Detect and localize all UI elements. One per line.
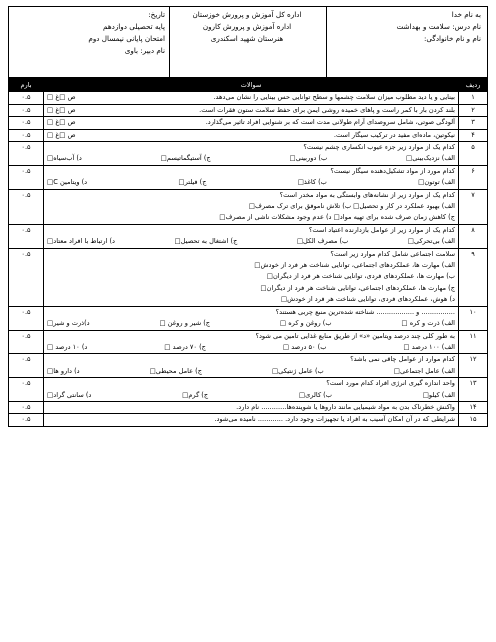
question-row (9, 330, 488, 354)
question-score: ۰.۵ (9, 142, 44, 166)
true-false-choices[interactable]: ص □غ □ (47, 118, 76, 126)
questions-body (9, 92, 488, 427)
department-name: اداره کل آموزش و پرورش خوزستان (192, 10, 302, 19)
question-cell (44, 378, 459, 402)
question-number: ۶ (459, 165, 488, 189)
question-number: ۱ (459, 92, 488, 105)
answer-option-line[interactable]: ج) کاهش زمان صرف شده برای تهیه مواد□ د) عدم وجود مشکلات ناشی از مصرف□ (219, 213, 455, 222)
exam-date: تاریخ: (148, 10, 165, 19)
question-text: کدام موارد از عوامل چاقی نمی باشد؟ (350, 355, 455, 364)
question-score: ۰.۵ (9, 129, 44, 142)
question-cell (44, 401, 459, 414)
grade-level: پایه تحصیلی دوازدهم (103, 22, 165, 31)
answer-option[interactable]: ب) کالری□ (298, 390, 332, 399)
question-row (9, 414, 488, 427)
answer-option[interactable]: ب) دوربینی□ (289, 154, 328, 163)
header-exam-info (15, 9, 165, 57)
question-score: ۰.۵ (9, 104, 44, 117)
answer-option[interactable]: الف) عامل اجتماعی□ (393, 366, 455, 375)
answer-option[interactable]: ج) آستیگماتیسم□ (160, 154, 211, 163)
question-score: ۰.۵ (9, 165, 44, 189)
answer-option[interactable]: ج) عامل محیطی□ (149, 366, 202, 375)
question-number: ۱۳ (459, 378, 488, 402)
question-text: شرایطی که در آن امکان آسیب به افراد یا تجهیزات وجود دارد. ............ نامیده می‌شود. (214, 415, 455, 424)
answer-options (47, 153, 455, 164)
question-row (9, 224, 488, 248)
answer-option-line[interactable]: ج) مهارت ها، عملکردهای اجتماعی، توانایی شناخت هر فرد از دیگران□ (260, 283, 455, 292)
answer-option-line[interactable]: الف) مهارت ها، عملکردهای اجتماعی، توانایی شناخت هر فرد از خودش□ (254, 261, 455, 270)
answer-option[interactable]: الف) ۱۰۰ درصد □ (403, 342, 455, 351)
course-name: نام درس: سلامت و بهداشت (396, 22, 481, 31)
student-name-field: نام و نام خانوادگی: (424, 34, 481, 43)
question-cell (44, 224, 459, 248)
col-header-questions: سوالات (44, 79, 459, 92)
answer-option[interactable]: د) ارتباط با افراد معتاد□ (47, 237, 115, 246)
question-number: ۷ (459, 189, 488, 224)
question-number: ۱۱ (459, 330, 488, 354)
question-text: واکنش خطرناک بدن به مواد شیمیایی مانند داروها یا شوینده‌ها............ نام دارد. (236, 402, 455, 411)
answer-option[interactable]: ج) اشتغال به تحصیل□ (174, 237, 238, 246)
question-text: کدام یک از موارد زیر از عوامل بازدارنده اعتیاد است؟ (308, 225, 455, 234)
question-cell (44, 92, 459, 105)
basmala: به نام خدا (451, 10, 481, 19)
true-false-choices[interactable]: ص □غ □ (47, 93, 76, 101)
col-header-number: ردیف (459, 79, 488, 92)
question-cell (44, 330, 459, 354)
question-text: نیکوتین، ماده‌ای مفید در ترکیب سیگار است. (333, 130, 455, 139)
question-score: ۰.۵ (9, 306, 44, 330)
question-number: ۴ (459, 129, 488, 142)
question-text: آلودگی صوتی، شامل سروصدای آرام طولانی مدت است که بر شنوایی افراد تاثیر می‌گذارد. (205, 118, 455, 126)
answer-option[interactable]: ج) فیلتر□ (178, 178, 207, 187)
question-number: ۸ (459, 224, 488, 248)
question-text: بلند کردن بار با کمر راست و پاهای خمیده روشی ایمن برای حفظ سلامت ستون فقرات است. (199, 105, 455, 114)
question-number: ۳ (459, 117, 488, 130)
question-cell (44, 306, 459, 330)
question-score: ۰.۵ (9, 330, 44, 354)
question-number: ۱۴ (459, 401, 488, 414)
answer-option[interactable]: ب) مصرف الکل□ (296, 237, 349, 246)
answer-options (47, 177, 455, 188)
answer-option[interactable]: الف) بی‌تحرکی□ (407, 237, 455, 246)
question-row (9, 92, 488, 105)
answer-option[interactable]: د) ۱۰ درصد □ (47, 342, 88, 351)
exam-page (8, 6, 488, 427)
true-false-choices[interactable]: ص □غ □ (47, 105, 76, 114)
question-text: سلامت اجتماعی شامل کدام موارد زیر است؟ (330, 249, 455, 258)
question-score: ۰.۵ (9, 92, 44, 105)
question-score: ۰.۵ (9, 401, 44, 414)
question-row (9, 401, 488, 414)
question-score: ۰.۵ (9, 189, 44, 224)
question-row (9, 189, 488, 224)
question-cell (44, 165, 459, 189)
question-row (9, 306, 488, 330)
answer-option[interactable]: د)ذرت و شیر□ (47, 319, 90, 328)
answer-option[interactable]: ب) عامل ژنتیکی□ (271, 366, 324, 375)
question-score: ۰.۵ (9, 248, 44, 306)
question-text: ................ و .................. شناخته شده‌ترین منبع چربی هستند؟ (275, 307, 455, 316)
question-row (9, 142, 488, 166)
answer-option[interactable]: الف) نزدیک‌بینی□ (405, 154, 455, 163)
header-student-info (331, 9, 481, 45)
question-row (9, 378, 488, 402)
question-text: بینایی و یا دید مطلوب میزان سلامت چشمها و سطح توانایی حس بینایی را نشان می‌دهد. (213, 93, 455, 101)
question-row (9, 104, 488, 117)
question-cell (44, 354, 459, 378)
question-text: به طور کلی چند درصد ویتامین «د» از طریق منابع غذایی تامین می شود؟ (255, 331, 455, 340)
question-row (9, 165, 488, 189)
question-row (9, 248, 488, 306)
question-cell (44, 189, 459, 224)
question-text: کدام یک از موارد زیر جزء عیوب انکساری چشم نیست؟ (303, 143, 455, 151)
office-name: اداره آموزش و پرورش کارون (202, 22, 292, 31)
answer-option-line[interactable]: د) هوش، عملکردهای فردی، توانایی شناخت هر فرد از خودش□ (280, 295, 455, 304)
answer-option[interactable]: ج) شیر و روغن □ (159, 319, 211, 328)
answer-options (47, 366, 455, 377)
exam-header (8, 6, 488, 78)
school-name: هنرستان شهید اسکندری (210, 34, 284, 43)
question-row (9, 129, 488, 142)
answer-option[interactable]: ج) ۷۰ درصد □ (164, 342, 206, 351)
answer-option[interactable]: د) دارو ها□ (47, 366, 80, 375)
col-header-score: بارم (9, 79, 44, 92)
answer-option[interactable]: ب) روغن و کره □ (279, 319, 332, 328)
question-row (9, 354, 488, 378)
question-text: کدام یک از موارد زیر از نشانه‌های وابستگی به مواد مخدر است؟ (279, 190, 455, 199)
answer-option[interactable]: الف) توتون□ (418, 178, 455, 187)
question-score: ۰.۵ (9, 224, 44, 248)
question-number: ۲ (459, 104, 488, 117)
answer-option[interactable]: الف) ذرت و کره □ (401, 319, 455, 328)
question-score: ۰.۵ (9, 414, 44, 427)
question-number: ۱۵ (459, 414, 488, 427)
answer-option[interactable]: د) سانتی گراد□ (47, 390, 92, 399)
question-score: ۰.۵ (9, 117, 44, 130)
answer-option-line[interactable]: ب) مهارت ها، عملکردهای فردی، توانایی شناخت هر فرد از دیگران□ (266, 272, 455, 281)
answer-option[interactable]: ب) کاغذ□ (297, 178, 327, 187)
question-score: ۰.۵ (9, 354, 44, 378)
exam-title: امتحان پایانی نیمسال دوم (88, 34, 165, 43)
answer-options (47, 318, 455, 329)
question-text: واحد اندازه گیری انرژی افراد کدام مورد است؟ (326, 379, 455, 388)
question-number: ۹ (459, 248, 488, 306)
question-cell (44, 104, 459, 117)
answer-option[interactable]: د) آب‌سیاه□ (47, 154, 82, 163)
header-school-info (177, 9, 317, 45)
answer-options (47, 342, 455, 353)
answer-options (47, 390, 455, 401)
question-cell (44, 142, 459, 166)
answer-option[interactable]: الف) کیلو□ (422, 390, 455, 399)
question-score: ۰.۵ (9, 378, 44, 402)
answer-option[interactable]: ج) گرم□ (182, 390, 209, 399)
answer-option[interactable]: ب) ۵۰ درصد □ (282, 342, 327, 351)
answer-option[interactable]: د) ویتامین C□ (47, 178, 88, 187)
header-divider (326, 7, 327, 77)
answer-options (47, 236, 455, 247)
questions-table (8, 78, 488, 427)
question-number: ۵ (459, 142, 488, 166)
question-cell (44, 129, 459, 142)
true-false-choices[interactable]: ص □غ □ (47, 130, 76, 139)
question-number: ۱۰ (459, 306, 488, 330)
question-cell (44, 414, 459, 427)
question-cell (44, 248, 459, 306)
question-text: کدام مورد از مواد تشکیل‌دهنده سیگار نیست؟ (330, 166, 455, 175)
answer-option-line[interactable]: الف) بهبود عملکرد در کار و تحصیل□ ب) تلاش ناموفق برای ترک مصرف□ (248, 202, 455, 211)
question-row (9, 117, 488, 130)
question-number: ۱۲ (459, 354, 488, 378)
header-divider (169, 7, 170, 77)
teacher-name: نام دبیر: باوی (124, 46, 165, 55)
question-cell (44, 117, 459, 130)
